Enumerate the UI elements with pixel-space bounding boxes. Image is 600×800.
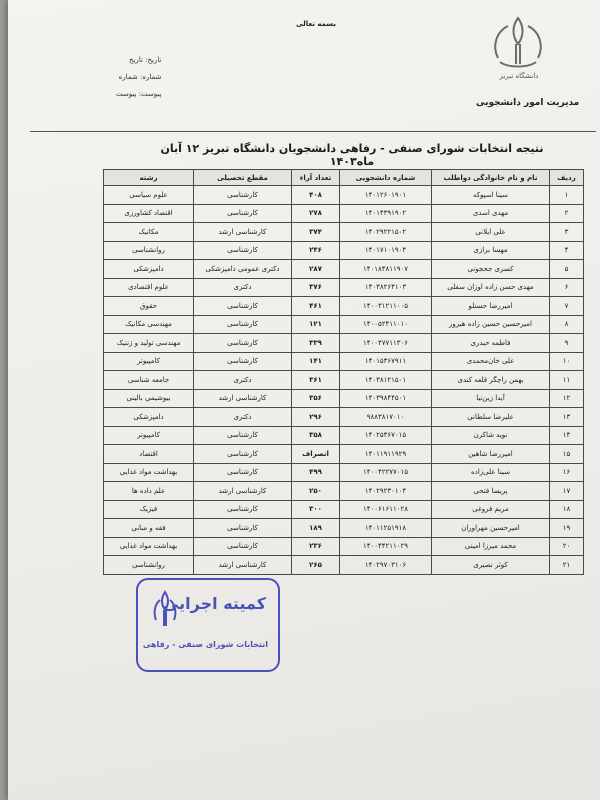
cell-field: مهندسی تولید و ژنتیک (104, 334, 194, 353)
cell-candidate-name: مهدی حسن زاده اوزان سفلی (432, 278, 550, 297)
cell-degree: کارشناسی (194, 297, 292, 316)
table-row (104, 204, 584, 223)
cell-row-number: ۵ (550, 260, 584, 279)
cell-field: حقوق (104, 297, 194, 316)
cell-candidate-name: سینا علی‌زاده (432, 463, 550, 482)
cell-degree: کارشناسی ارشد (194, 556, 292, 575)
table-row (104, 297, 584, 316)
cell-student-id: ۱۴۰۰۵۲۴۱۱۰۱۰ (340, 315, 432, 334)
cell-degree: کارشناسی (194, 445, 292, 464)
cell-votes: ۳۷۴ (292, 223, 340, 242)
cell-votes: ۲۸۷ (292, 260, 340, 279)
cell-field: کامپیوتر (104, 352, 194, 371)
table-row (104, 426, 584, 445)
cell-votes: ۲۷۸ (292, 204, 340, 223)
cell-votes: ۴۹۹ (292, 463, 340, 482)
document-title: نتیجه انتخابات شورای صنفی - رفاهی دانشجویان دانشگاه تبریز ۱۲ آبان ماه۱۴۰۳ (160, 142, 544, 168)
table-row (104, 519, 584, 538)
table-row (104, 278, 584, 297)
cell-candidate-name: سینا اسپوکه (432, 186, 550, 205)
table-row (104, 223, 584, 242)
cell-student-id: ۱۴۰۲۹۲۲۱۵۰۲ (340, 223, 432, 242)
cell-votes: ۴۶۱ (292, 297, 340, 316)
cell-candidate-name: مهدی اسدی (432, 204, 550, 223)
cell-degree: کارشناسی (194, 426, 292, 445)
table-row (104, 334, 584, 353)
cell-votes: ۳۵۶ (292, 389, 340, 408)
cell-field: علم داده ها (104, 482, 194, 501)
table-row (104, 556, 584, 575)
cell-candidate-name: کسری جحجونی (432, 260, 550, 279)
number-label: شماره: (139, 73, 162, 81)
attachment-label: پیوست: (138, 90, 162, 98)
cell-field: دامپزشکی (104, 260, 194, 279)
cell-student-id: ۱۴۰۰۴۲۲۷۷۰۱۵ (340, 463, 432, 482)
cell-degree: کارشناسی ارشد (194, 482, 292, 501)
cell-votes: ۲۴۶ (292, 241, 340, 260)
cell-row-number: ۹ (550, 334, 584, 353)
cell-field: اقتصاد کشاورزی (104, 204, 194, 223)
results-table (103, 169, 584, 575)
cell-candidate-name: فاطمه حیدری (432, 334, 550, 353)
cell-student-id: ۱۴۰۱۵۳۶۷۹۱۱ (340, 352, 432, 371)
cell-field: روانشناسی (104, 556, 194, 575)
cell-votes: ۳۷۶ (292, 278, 340, 297)
cell-degree: کارشناسی (194, 315, 292, 334)
table-row (104, 463, 584, 482)
cell-degree: کارشناسی (194, 186, 292, 205)
attachment-value: پیوست (116, 90, 137, 98)
stamp-title: کمیته اجرایی (162, 594, 266, 613)
cell-field: جامعه شناسی (104, 371, 194, 390)
cell-degree: کارشناسی (194, 241, 292, 260)
cell-candidate-name: امیرحسین مهراوران (432, 519, 550, 538)
table-row (104, 500, 584, 519)
cell-row-number: ۱۱ (550, 371, 584, 390)
cell-row-number: ۱۸ (550, 500, 584, 519)
cell-degree: کارشناسی (194, 352, 292, 371)
header-divider (30, 131, 596, 132)
cell-student-id: ۱۴۰۰۶۱۶۱۱۰۲۸ (340, 500, 432, 519)
cell-field: بیوشیمی بالینی (104, 389, 194, 408)
number-line (116, 69, 161, 86)
cell-row-number: ۶ (550, 278, 584, 297)
cell-student-id: ۹۸۸۳۸۱۷۰۱۰ (340, 408, 432, 427)
cell-candidate-name: علی ایلانی (432, 223, 550, 242)
cell-row-number: ۲ (550, 204, 584, 223)
cell-candidate-name: محمد میرزا امینی (432, 537, 550, 556)
cell-student-id: ۱۴۰۰۳۱۲۱۱۰۰۵ (340, 297, 432, 316)
cell-candidate-name: پریسا فتحی (432, 482, 550, 501)
cell-row-number: ۲۰ (550, 537, 584, 556)
cell-degree: دکتری (194, 408, 292, 427)
cell-student-id: ۱۴۰۲۹۲۳۰۱۰۴ (340, 482, 432, 501)
table-row (104, 445, 584, 464)
cell-row-number: ۱۶ (550, 463, 584, 482)
column-header-field: رشته (104, 170, 194, 186)
stamp-subtitle: انتخابات شورای صنفی - رفاهی (142, 640, 268, 649)
date-label: تاریخ: (145, 56, 162, 64)
cell-candidate-name: آیدا زین‌نیا (432, 389, 550, 408)
cell-candidate-name: کوثر نصیری (432, 556, 550, 575)
cell-student-id: ۱۴۰۳۸۲۶۴۱۰۳ (340, 278, 432, 297)
column-header-row-number: ردیف (550, 170, 584, 186)
cell-field: فیزیک (104, 500, 194, 519)
table-row (104, 315, 584, 334)
basmala-heading: بسمه تعالی (296, 20, 337, 28)
cell-votes: ۲۵۰ (292, 482, 340, 501)
committee-stamp (136, 578, 280, 672)
cell-field: مهندسی مکانیک (104, 315, 194, 334)
cell-row-number: ۱۴ (550, 426, 584, 445)
cell-row-number: ۱۹ (550, 519, 584, 538)
cell-row-number: ۱۷ (550, 482, 584, 501)
cell-student-id: ۱۴۰۳۹۸۴۴۵۰۱ (340, 389, 432, 408)
cell-degree: دکتری (194, 371, 292, 390)
cell-votes: ۳۶۱ (292, 371, 340, 390)
cell-row-number: ۳ (550, 223, 584, 242)
cell-degree: کارشناسی (194, 334, 292, 353)
cell-degree: دکتری (194, 278, 292, 297)
cell-field: روانشناسی (104, 241, 194, 260)
cell-field: مکانیک (104, 223, 194, 242)
cell-candidate-name: نوید شاکرن (432, 426, 550, 445)
cell-row-number: ۸ (550, 315, 584, 334)
cell-votes: انصراف (292, 445, 340, 464)
cell-student-id: ۱۴۰۱۷۱۰۱۹۰۴ (340, 241, 432, 260)
column-header-votes: تعداد آراء (292, 170, 340, 186)
cell-votes: ۱۲۱ (292, 315, 340, 334)
cell-votes: ۲۹۶ (292, 408, 340, 427)
cell-votes: ۳۰۰ (292, 500, 340, 519)
cell-candidate-name: مریم فروغی (432, 500, 550, 519)
cell-votes: ۱۸۹ (292, 519, 340, 538)
cell-row-number: ۴ (550, 241, 584, 260)
column-header-student-id: شماره دانشجویی (340, 170, 432, 186)
cell-degree: دکتری عمومی دامپزشکی (194, 260, 292, 279)
cell-field: فقه و مبانی (104, 519, 194, 538)
cell-student-id: ۱۴۰۲۹۷۰۳۱۰۶ (340, 556, 432, 575)
table-row (104, 241, 584, 260)
cell-row-number: ۱۲ (550, 389, 584, 408)
cell-degree: کارشناسی (194, 519, 292, 538)
column-header-degree: مقطع تحصیلی (194, 170, 292, 186)
cell-candidate-name: علیرضا سلطانی (432, 408, 550, 427)
university-logo (478, 12, 560, 84)
attachment-line (116, 86, 161, 103)
table-row (104, 537, 584, 556)
cell-row-number: ۱۵ (550, 445, 584, 464)
cell-field: علوم اقتصادی (104, 278, 194, 297)
number-value: شماره (118, 73, 138, 81)
cell-candidate-name: علی خان‌محمدی (432, 352, 550, 371)
cell-votes: ۲۶۵ (292, 556, 340, 575)
table-row (104, 482, 584, 501)
cell-field: بهداشت مواد غذایی (104, 463, 194, 482)
table-row (104, 352, 584, 371)
table-header-row (104, 170, 584, 186)
table-row (104, 408, 584, 427)
cell-field: دامپزشکی (104, 408, 194, 427)
letter-meta (116, 52, 161, 103)
cell-candidate-name: امیررضا شاهین (432, 445, 550, 464)
cell-candidate-name: امیررضا حسنلو (432, 297, 550, 316)
cell-student-id: ۱۴۰۱۲۶۰۱۹۰۱ (340, 186, 432, 205)
cell-degree: کارشناسی ارشد (194, 389, 292, 408)
cell-votes: ۲۳۶ (292, 537, 340, 556)
cell-degree: کارشناسی (194, 537, 292, 556)
table-row (104, 389, 584, 408)
cell-row-number: ۱۳ (550, 408, 584, 427)
cell-student-id: ۱۴۰۰۴۴۲۱۱۰۲۹ (340, 537, 432, 556)
cell-candidate-name: مهسا برازی (432, 241, 550, 260)
cell-field: علوم سیاسی (104, 186, 194, 205)
cell-student-id: ۱۴۰۱۱۲۵۱۹۱۸ (340, 519, 432, 538)
cell-row-number: ۲۱ (550, 556, 584, 575)
cell-field: اقتصاد (104, 445, 194, 464)
cell-votes: ۴۰۸ (292, 186, 340, 205)
cell-degree: کارشناسی ارشد (194, 223, 292, 242)
cell-degree: کارشناسی (194, 500, 292, 519)
cell-degree: کارشناسی (194, 463, 292, 482)
cell-votes: ۱۴۱ (292, 352, 340, 371)
table-row (104, 371, 584, 390)
table-row (104, 186, 584, 205)
cell-candidate-name: بهمن راچگر قلعه کندی (432, 371, 550, 390)
date-value: تاریخ (128, 56, 143, 64)
cell-candidate-name: امیرحسین حسین زاده هیرور (432, 315, 550, 334)
cell-votes: ۳۵۸ (292, 426, 340, 445)
department-name: مدیریت امور دانشجویی (476, 98, 580, 108)
logo-caption: دانشگاه تبریز (499, 72, 539, 80)
cell-row-number: ۱ (550, 186, 584, 205)
cell-votes: ۳۳۹ (292, 334, 340, 353)
cell-student-id: ۱۴۰۰۴۷۷۱۱۳۰۶ (340, 334, 432, 353)
column-header-name: نام و نام خانوادگی دواطلب (432, 170, 550, 186)
cell-student-id: ۱۴۰۱۸۴۸۱۱۹۰۷ (340, 260, 432, 279)
cell-student-id: ۱۴۰۱۴۳۹۱۹۰۲ (340, 204, 432, 223)
cell-student-id: ۱۴۰۳۸۱۲۱۵۰۱ (340, 371, 432, 390)
table-row (104, 260, 584, 279)
cell-row-number: ۱۰ (550, 352, 584, 371)
date-line (116, 52, 161, 69)
cell-row-number: ۷ (550, 297, 584, 316)
cell-degree: کارشناسی (194, 204, 292, 223)
cell-student-id: ۱۴۰۲۵۳۶۷۰۱۵ (340, 426, 432, 445)
cell-field: بهداشت مواد غذایی (104, 537, 194, 556)
cell-field: کامپیوتر (104, 426, 194, 445)
cell-student-id: ۱۴۰۱۱۹۱۱۹۲۹ (340, 445, 432, 464)
letter-page (8, 0, 600, 800)
